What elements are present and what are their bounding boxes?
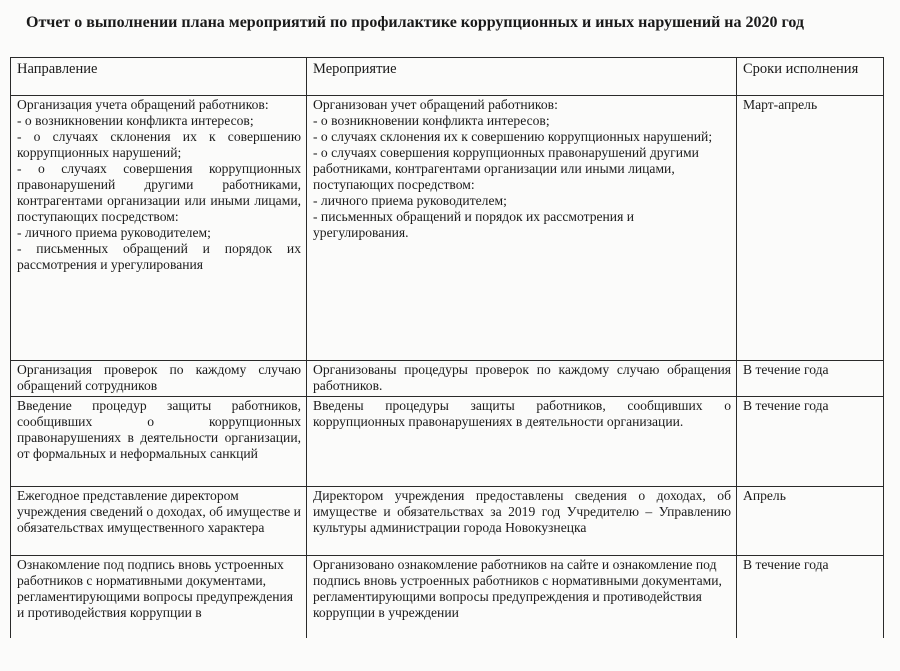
direction-cell: Введение процедур защиты работников, сообщивших о коррупционных правонарушениях в деятельности организации, от формальных и неформальных санкций <box>11 397 307 487</box>
activity-cell: Директором учреждения предоставлены сведения о доходах, об имуществе и обязательствах за 2019 год Учредителю – Управлению культуры администрации города Новокузнецка <box>307 487 737 556</box>
deadline-cell: Апрель <box>737 487 884 556</box>
table-row <box>11 487 884 556</box>
activity-line: - личного приема руководителем; <box>313 193 507 208</box>
deadline-cell: В течение года <box>737 397 884 487</box>
direction-line: - личного приема руководителем; <box>17 225 211 240</box>
direction-line: - о случаях склонения их к совершению коррупционных нарушений; <box>17 129 301 160</box>
activity-cell <box>307 96 737 361</box>
deadline-cell: В течение года <box>737 361 884 397</box>
activity-line: - письменных обращений и порядок их рассмотрения и урегулирования. <box>313 209 634 240</box>
direction-line: Организация учета обращений работников: <box>17 97 269 112</box>
header-direction: Направление <box>11 58 307 96</box>
document-title: Отчет о выполнении плана мероприятий по профилактике коррупционных и иных нарушений на 2020 год <box>26 14 805 31</box>
table-row <box>11 361 884 397</box>
activity-cell: Организованы процедуры проверок по каждому случаю обращения работников. <box>307 361 737 397</box>
direction-line: - о случаях совершения коррупционных правонарушений другими работниками, контрагентами организации или иными лицами, поступающих посредством: <box>17 161 301 224</box>
table-header-row <box>11 58 884 96</box>
direction-cell: Ежегодное представление директором учреждения сведений о доходах, об имуществе и обязательствах имущественного характера <box>11 487 307 556</box>
activity-cell: Организовано ознакомление работников на сайте и ознакомление под подпись вновь устроенных работников с нормативными документами, регламентирующими вопросы предупреждения и противодействия коррупции в учреждении <box>307 556 737 639</box>
header-activity: Мероприятие <box>307 58 737 96</box>
direction-cell: Ознакомление под подпись вновь устроенных работников с нормативными документами, регламентирующими вопросы предупреждения и противодействия коррупции в <box>11 556 307 639</box>
deadline-cell: В течение года <box>737 556 884 639</box>
table-row <box>11 397 884 487</box>
activity-line: - о случаях склонения их к совершению коррупционных нарушений; <box>313 129 713 144</box>
activity-line: - о случаях совершения коррупционных правонарушений другими работниками, контрагентами организации или иными лицами, поступающих посредством: <box>313 145 699 192</box>
direction-cell <box>11 96 307 361</box>
direction-line: - письменных обращений и порядок их рассмотрения и урегулирования <box>17 241 301 272</box>
table-row <box>11 96 884 361</box>
activity-cell: Введены процедуры защиты работников, сообщивших о коррупционных правонарушениях в деятельности организации. <box>307 397 737 487</box>
deadline-cell: Март-апрель <box>737 96 884 361</box>
header-deadline: Сроки исполнения <box>737 58 884 96</box>
measures-table <box>10 57 884 638</box>
table-row <box>11 556 884 639</box>
activity-line: - о возникновении конфликта интересов; <box>313 113 550 128</box>
direction-cell: Организация проверок по каждому случаю обращений сотрудников <box>11 361 307 397</box>
direction-line: - о возникновении конфликта интересов; <box>17 113 254 128</box>
activity-line: Организован учет обращений работников: <box>313 97 558 112</box>
